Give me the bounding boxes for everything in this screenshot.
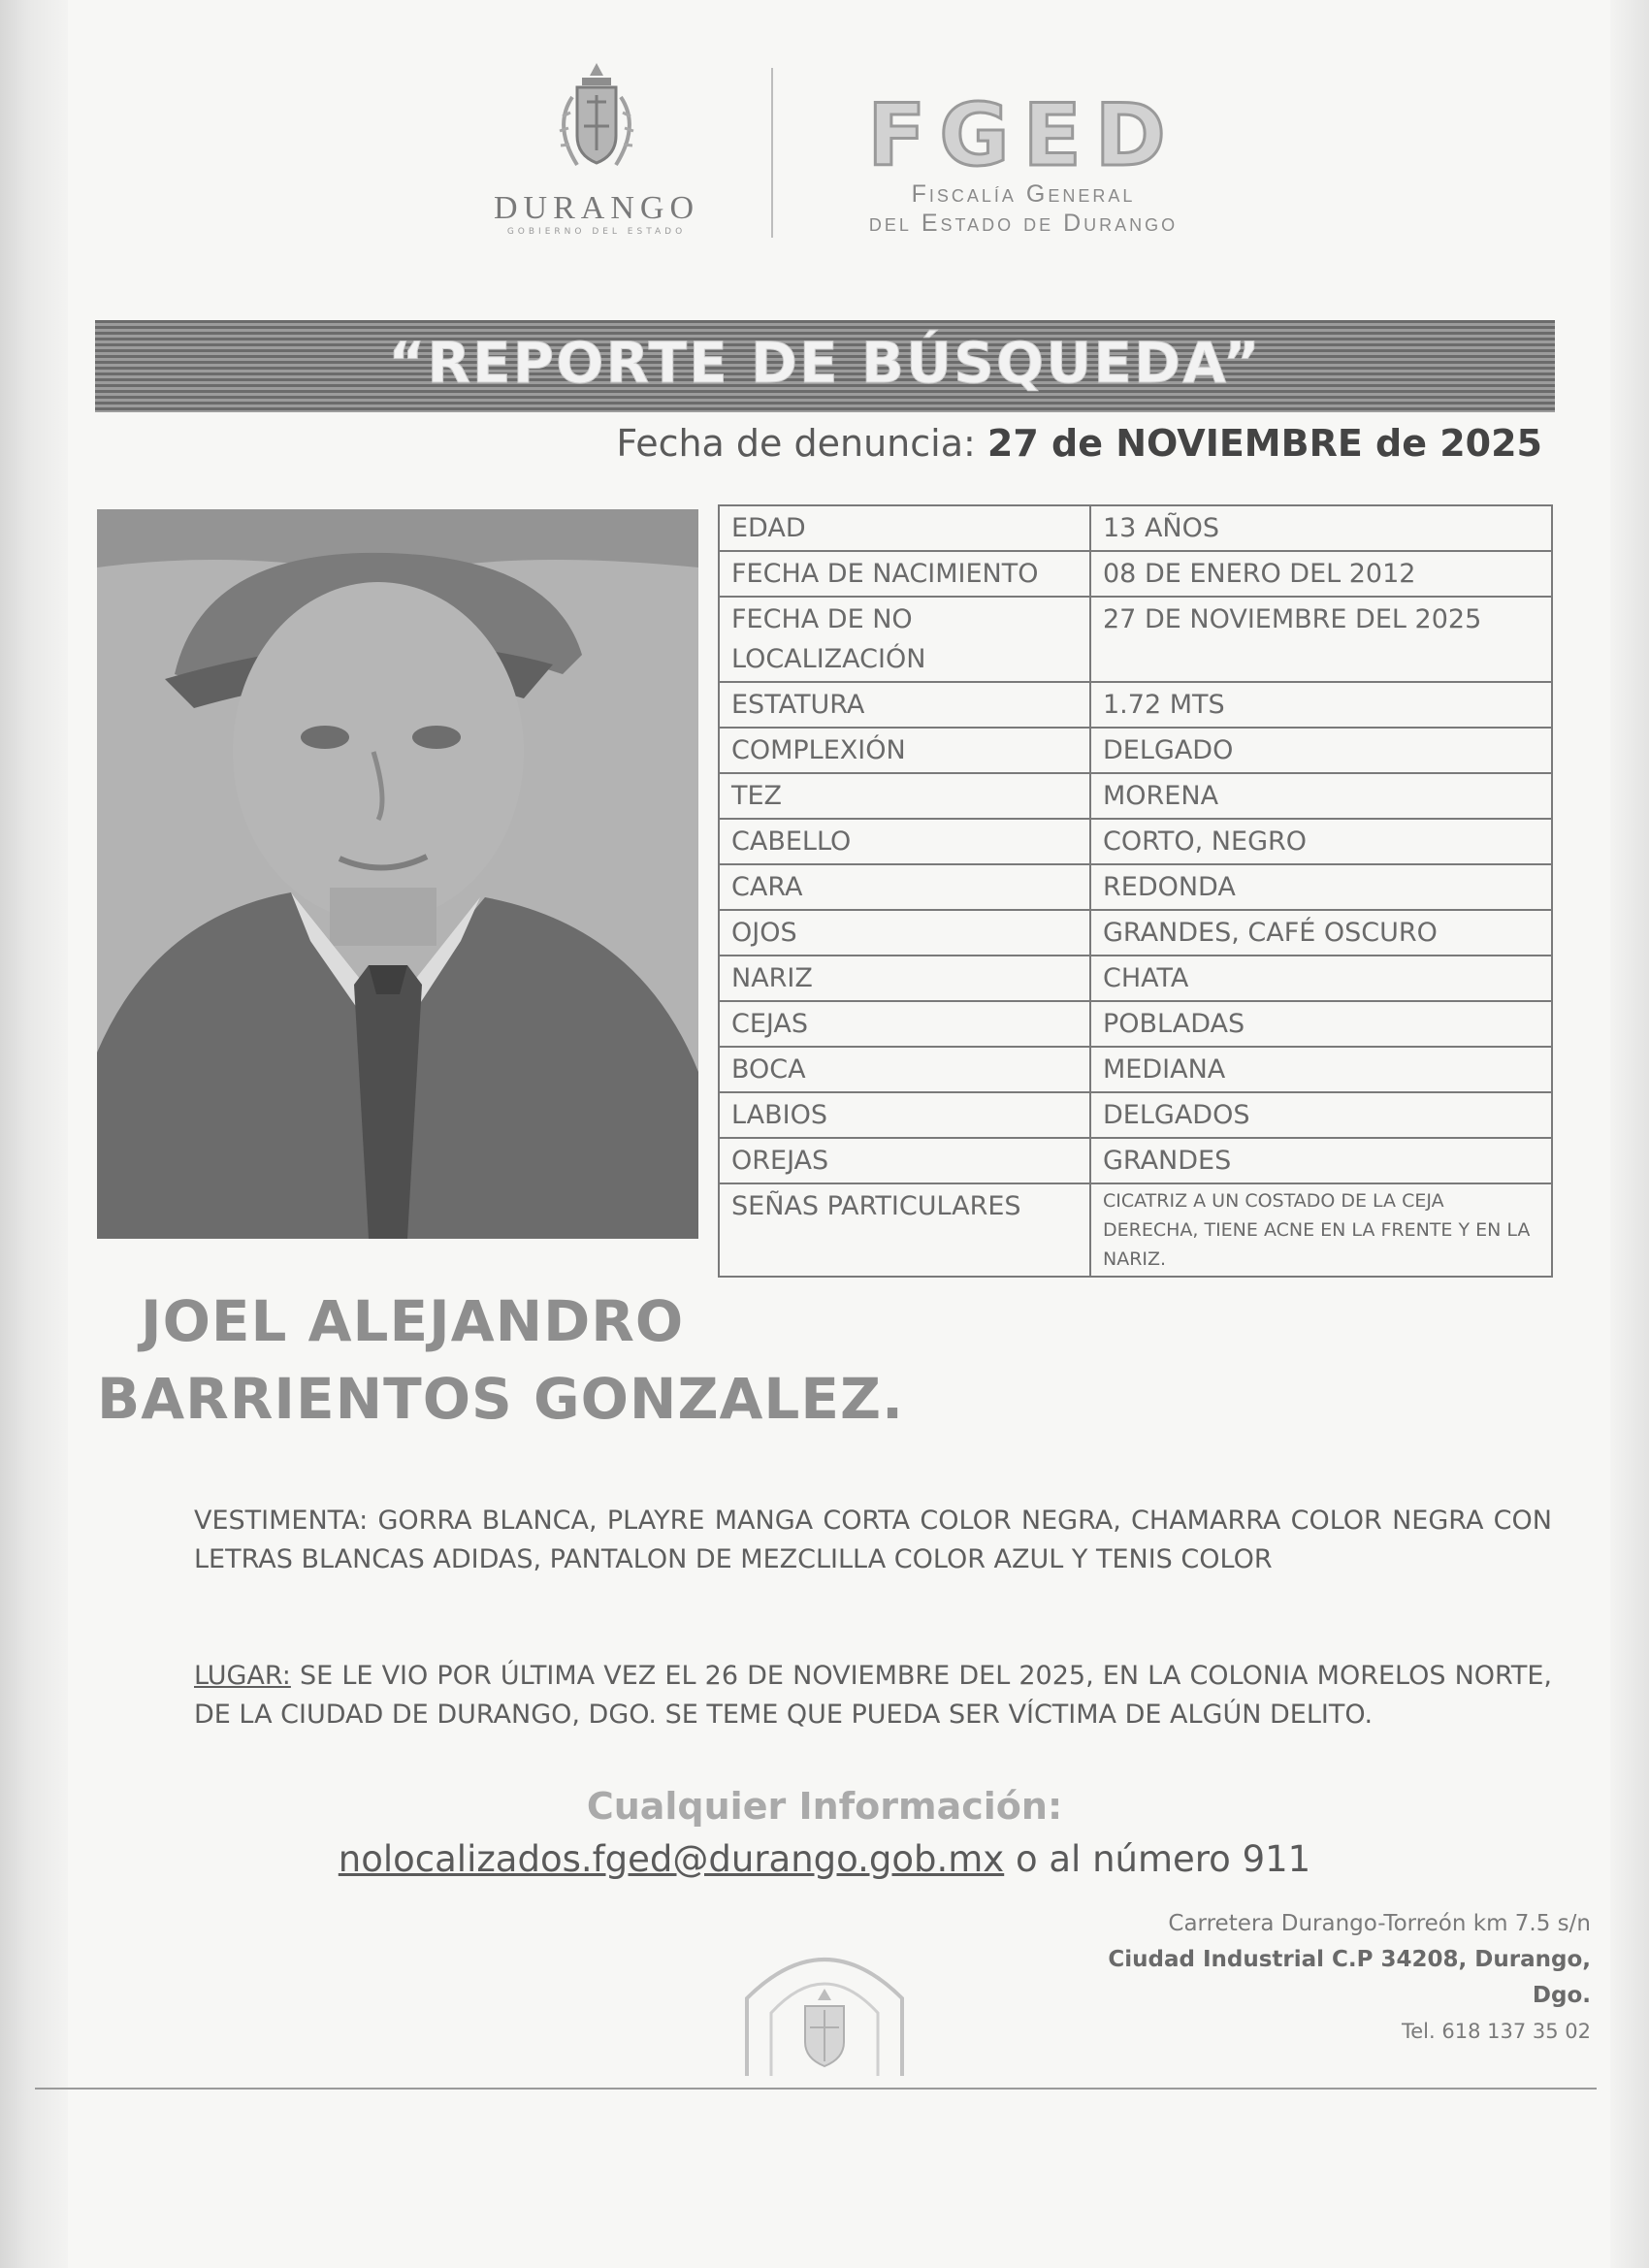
birth-date-label: FECHA DE NACIMIENTO [719,551,1090,597]
fged-logo [834,85,1212,238]
face-value: REDONDA [1090,864,1552,910]
lips-label: LABIOS [719,1092,1090,1138]
table-row [719,682,1552,728]
report-date [616,422,1542,465]
clothing-label: VESTIMENTA: [194,1506,369,1536]
office-address [1048,1906,1591,2050]
table-row [719,819,1552,864]
eyes-value: GRANDES, CAFÉ OSCURO [1090,910,1552,956]
fged-name-line2: del Estado de Durango [868,210,1179,237]
report-date-value: 27 de NOVIEMBRE de 2025 [986,422,1542,465]
contact-heading: Cualquier Información: [586,1785,1063,1828]
nose-label: NARIZ [719,956,1090,1001]
fged-name-line1: Fiscalía General [911,180,1136,208]
table-row [719,910,1552,956]
address-phone: Tel. 618 137 35 02 [1402,2020,1591,2043]
complexion-label: TEZ [719,773,1090,819]
missing-person-photo [97,509,698,1239]
table-row [719,1183,1552,1277]
report-title: “REPORTE DE BÚSQUEDA” [388,330,1262,396]
person-data-table [718,504,1553,1278]
address-line2: Ciudad Industrial C.P 34208, Durango, Dgo. [1108,1947,1591,2008]
eyebrows-value: POBLADAS [1090,1001,1552,1047]
footer-divider [35,2088,1597,2090]
mouth-value: MEDIANA [1090,1047,1552,1092]
report-date-label: Fecha de denuncia: [616,422,976,465]
hair-label: CABELLO [719,819,1090,864]
eyes-label: OJOS [719,910,1090,956]
ears-value: GRANDES [1090,1138,1552,1183]
lips-value: DELGADOS [1090,1092,1552,1138]
build-label: COMPLEXIÓN [719,728,1090,773]
missing-person-name [97,1282,904,1438]
address-line1: Carretera Durango-Torreón km 7.5 s/n [1168,1911,1591,1936]
header-divider [771,68,773,238]
person-name-line1: JOEL ALEJANDRO [141,1288,685,1354]
hair-value: CORTO, NEGRO [1090,819,1552,864]
mouth-label: BOCA [719,1047,1090,1092]
missing-date-value: 27 DE NOVIEMBRE DEL 2025 [1090,597,1552,682]
scan-shadow-left [0,0,68,2268]
report-title-banner [95,320,1555,412]
contact-phone-text: o al número 911 [1015,1838,1311,1880]
distinguishing-marks-value: CICATRIZ A UN COSTADO DE LA CEJA DERECHA, TIENE ACNE EN LA FRENTE Y EN LA NARIZ. [1090,1183,1552,1277]
durango-logo-subtext: GOBIERNO DEL ESTADO [506,227,687,237]
portrait-image [97,509,698,1239]
fged-acronym: FGED [867,85,1180,185]
table-row [719,728,1552,773]
table-row [719,773,1552,819]
durango-logo-text: DURANGO [494,190,699,226]
table-row [719,597,1552,682]
table-row [719,956,1552,1001]
footer-emblem-icon [737,1930,912,2076]
place-label: LUGAR: [194,1661,291,1691]
person-name-line2: BARRIENTOS GONZALEZ. [97,1366,905,1432]
table-row [719,864,1552,910]
scan-shadow-right [1610,0,1649,2268]
age-value: 13 AÑOS [1090,505,1552,551]
last-seen-location [194,1657,1552,1734]
age-label: EDAD [719,505,1090,551]
place-text: SE LE VIO POR ÚLTIMA VEZ EL 26 DE NOVIEMBRE DEL 2025, EN LA COLONIA MORELOS NORTE, DE LA CIUDAD DE DURANGO, DGO. SE TEME QUE PUEDA SER VÍCTIMA DE ALGÚN DELITO. [194,1661,1552,1730]
contact-line [0,1838,1649,1880]
face-label: CARA [719,864,1090,910]
durango-logo [456,58,737,243]
nose-value: CHATA [1090,956,1552,1001]
table-row [719,1001,1552,1047]
table-row [719,1092,1552,1138]
table-row [719,551,1552,597]
durango-crest-icon [543,58,650,184]
missing-date-label: FECHA DE NO LOCALIZACIÓN [719,597,1090,682]
build-value: DELGADO [1090,728,1552,773]
clothing-description [194,1502,1552,1579]
table-row [719,505,1552,551]
table-row [719,1047,1552,1092]
ears-label: OREJAS [719,1138,1090,1183]
height-label: ESTATURA [719,682,1090,728]
table-row [719,1138,1552,1183]
complexion-value: MORENA [1090,773,1552,819]
eyebrows-label: CEJAS [719,1001,1090,1047]
contact-email-link[interactable]: nolocalizados.fged@durango.gob.mx [338,1838,1005,1880]
birth-date-value: 08 DE ENERO DEL 2012 [1090,551,1552,597]
distinguishing-marks-label: SEÑAS PARTICULARES [719,1183,1090,1277]
height-value: 1.72 MTS [1090,682,1552,728]
clothing-text: GORRA BLANCA, PLAYRE MANGA CORTA COLOR NEGRA, CHAMARRA COLOR NEGRA CON LETRAS BLANCAS ADIDAS, PANTALON DE MEZCLILLA COLOR AZUL Y TENIS COLOR [194,1506,1552,1574]
